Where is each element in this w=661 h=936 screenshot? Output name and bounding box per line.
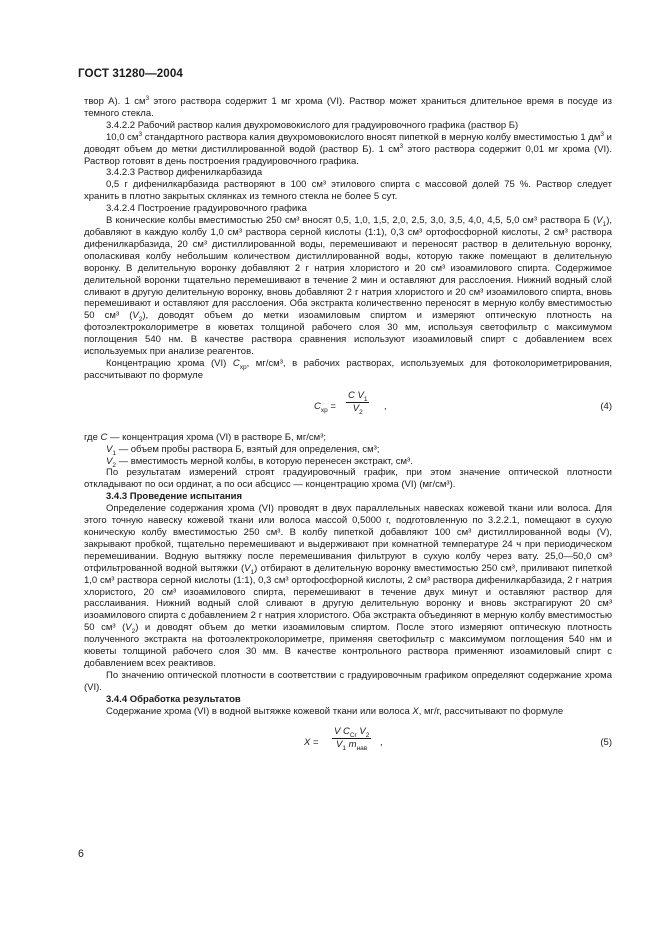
formula-numerator: C $V_1$ (348, 389, 368, 403)
section-heading-3-4-2-3: 3.4.2.3 Раствор дифенилкарбазида (106, 167, 263, 179)
document-header: ГОСТ 31280—2004 (78, 67, 183, 80)
document-body (84, 96, 612, 768)
page-number: 6 (78, 848, 84, 860)
paragraph: По значению оптической плотности в соответствии с градуировочным графиком определяют содержание хрома (VI). (84, 669, 612, 693)
section-heading-3-4-2-2: 3.4.2.2 Рабочий раствор калия двухромовокислого для градуировочного графика (раствор Б) (106, 119, 519, 131)
formula-fraction (346, 390, 369, 415)
formula-lhs: $C_{хр}$ = (314, 400, 336, 414)
section-heading-3-4-2-4: 3.4.2.4 Построение градуировочного графика (106, 203, 307, 215)
paragraph: Определение содержания хрома (VI) проводят в двух параллельных навесках кожевой ткани или волоса. Для этого точную навеску кожевой ткани или волоса массой 0,5000 г, подготовленную по 3.2.2.1, помещают в сухую коническую колбу вместимостью 250 см³. В колбу пипеткой добавляют 100 см³ дистиллированной воды (V), закрывают пробкой, тщательно перемешивают и выдерживают при комнатной температуре 24 ч при периодическом перемешивании. Водную вытяжку после перемешивания фильтруют в сухую колбу через вату. 25,0—50,0 см³ отфильтрованной водной вытяжки $(V_1)$ отбирают в делительную воронку вместимостью 250 см³, приливают пипеткой 1,0 см³ раствора серной кислоты (1:1), 0,3 см³ ортофосфорной кислоты, 2 см³ раствора дифенилкарбазида, 2 г натрия хлористого, 20 см³ изоамилового спирта, перемешивают в течение двух минут и оставляют раствор для расслаивания. Нижний водный слой сливают в другую делительную воронку и вновь экстрагируют 20 см³ изоамилового спирта с добавлением 2 г натрия хлористого. Оба экстракта объединяют в мерную колбу вместимостью 50 см³ $(V_2)$ и доводят объем до метки изоамиловым спиртом. После этого измеряют оптическую плотность полученного экстракта на фотоэлектроколориметре, применяя светофильтр с максимумом поглощения 540 нм и кюветы толщиной рабочего слоя 30 мм. В качестве контрольного раствора применяют изоамиловый спирт с добавлением всех реактивов. (84, 503, 612, 669)
paragraph: твор А). 1 $см^3$ этого раствора содержит 1 мг хрома (VI). Раствор может храниться длительное время в посуде из темного стекла. (84, 94, 612, 119)
paragraph: 0,5 г дифенилкарбазида растворяют в 100 см³ этилового спирта с массовой долей 75 %. Раствор следует хранить в плотно закрытых склянках из темного стекла не более 5 сут. (84, 179, 612, 203)
where-line: $V_2$ — вместимость мерной колбы, в которую перенесен экстракт, см³. (106, 455, 413, 469)
formula-4: $C_{хр}$ = $\frac{C V_1}{V_2}$ , (4) (314, 389, 612, 416)
section-heading-3-4-4: 3.4.4 Обработка результатов (106, 693, 241, 705)
paragraph: По результатам измерений строят градуировочный график, при этом значение оптической плотности откладывают по оси ординат, а по оси абсцисс — концентрацию хрома (VI) (мг/см³). (84, 467, 612, 491)
formula-denominator: $V_2$ (352, 402, 363, 416)
where-line: $V_1$ — объем пробы раствора Б, взятый для определения, см³; (106, 443, 380, 457)
where-line: где C — концентрация хрома (VI) в растворе Б, мг/см³; (84, 431, 327, 443)
paragraph: 10,0 $см^3$ стандартного раствора калия двухромовокислого вносят пипеткой в мерную колбу вместимостью 1 $дм^3$ и доводят объем до метки дистиллированной водой (раствор Б). 1 $см^3$ этого раствора содержит 0,01 мг хрома (VI). Раствор готовят в день построения градуировочного графика. (84, 130, 612, 167)
paragraph: Концентрацию хрома (VI) $C_{хр}$, мг/см³, в рабочих растворах, используемых для фотоколориметрирования, рассчитывают по формуле (84, 357, 612, 381)
equation-number: (4) (600, 400, 612, 412)
formula-fraction (332, 726, 371, 751)
formula-numerator: V $C_{Cr}$ $V_2$ (334, 725, 370, 739)
formula-denominator: $V_1$ $m_{нав}$ (336, 738, 368, 752)
section-heading-3-4-3: 3.4.3 Проведение испытания (106, 491, 243, 503)
formula-5: X = V $C_{Cr}$ $V_2$ $V_1$ $m_{нав}$ , (5) (304, 725, 612, 752)
formula-lhs: X = (304, 736, 319, 748)
paragraph: В конические колбы вместимостью 250 см³ вносят 0,5, 1,0, 1,5, 2,0, 2,5, 3,0, 3,5, 4,0, 4,5, 5,0 см³ раствора Б $(V_1)$, добавляют в каждую колбу 1,0 см³ раствора серной кислоты (1:1), 0,3 см³ ортофосфорной кислоты, 2 см³ раствора дифенилкарбазида, 20 см³ дистиллированной воды, перемешивают и переносят раствор в делительную воронку, ополаскивая колбу небольшим количеством дистиллированной воды, которую также помещают в делительную воронку. В делительную воронку добавляют 2 г натрия хлористого и 20 см³ изоамилового спирта. Содержимое делительной воронки тщательно перемешивают в течение 2 мин и оставляют для расслоения. Нижний водный слой сливают в другую делительную воронку, вновь добавляют 2 г натрия хлористого и 20 см³ изоамилового спирта, вновь перемешивают и оставляют для расслоения. Оба экстракта количественно переносят в мерную колбу вместимостью 50 см³ $(V_2)$, доводят объем до метки изоамиловым спиртом и измеряют оптическую плотность на фотоэлектроколориметре в кюветах толщиной рабочего слоя 30 мм, используя светофильтр с максимумом поглощения 540 нм. В качестве раствора сравнения используют изоамиловый спирт с добавлением всех используемых при анализе реагентов. (84, 215, 612, 358)
equation-number: (5) (600, 736, 612, 748)
paragraph: Содержание хрома (VI) в водной вытяжке кожевой ткани или волоса X, мг/г, рассчитывают по формуле (106, 705, 564, 717)
